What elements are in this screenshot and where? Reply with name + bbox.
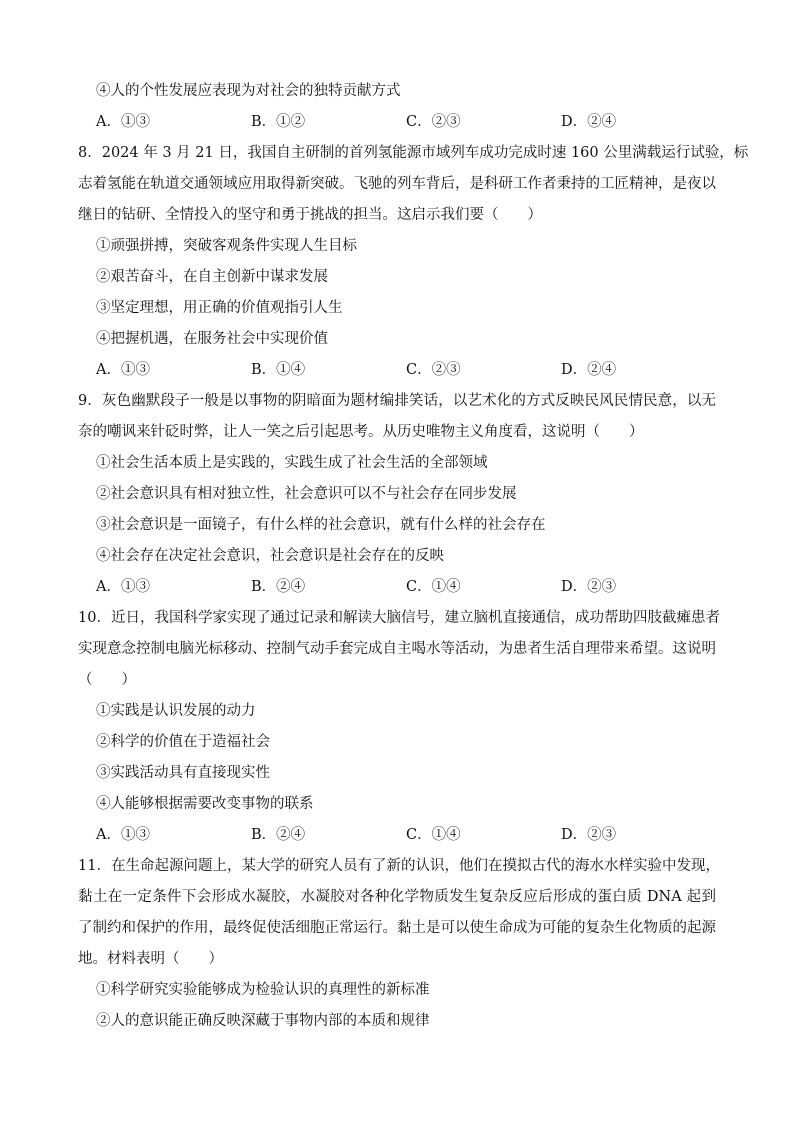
- q8-option-3: ③坚定理想，用正确的价值观指引人生: [96, 300, 343, 316]
- q9-option-2: ②社会意识具有相对独立性，社会意识可以不与社会存在同步发展: [96, 486, 517, 502]
- q8-choice-c: C．②③: [406, 362, 461, 378]
- q10-option-2: ②科学的价值在于造福社会: [96, 734, 270, 750]
- q7-answer-choices: [78, 107, 716, 138]
- q11-stem-line: 黏土在一定条件下会形成水凝胶，水凝胶对各种化学物质发生复杂反应后形成的蛋白质 DNA 起到: [78, 889, 716, 905]
- q9-answer-choices: [78, 572, 716, 603]
- q7-option-4: ④人的个性发展应表现为对社会的独特贡献方式: [96, 83, 401, 99]
- q9-option-4: ④社会存在决定社会意识，社会意识是社会存在的反映: [96, 548, 444, 564]
- q8-stem-line: 继日的钻研、全情投入的坚守和勇于挑战的担当。这启示我们要（ ）: [78, 207, 542, 223]
- q8-stem-line: 8．2024 年 3 月 21 日，我国自主研制的首列氢能源市域列车成功完成时速 160 公里满载运行试验，标: [78, 145, 749, 161]
- q10-option-4: ④人能够根据需要改变事物的联系: [96, 796, 314, 812]
- q10-choice-d: D．②③: [561, 827, 617, 843]
- q7-choice-c: C．②③: [406, 114, 461, 130]
- q11-stem-line: 了制约和保护的作用，最终促使活细胞正常运行。黏土是可以使生命成为可能的复杂生化物质的起源: [78, 920, 716, 936]
- q9-choice-d: D．②③: [561, 579, 617, 595]
- q9-choice-b: B．②④: [251, 579, 306, 595]
- q9-choice-a: A．①③: [96, 579, 150, 595]
- q10-option-1: ①实践是认识发展的动力: [96, 703, 256, 719]
- q8-option-1: ①顽强拼搏，突破客观条件实现人生目标: [96, 238, 357, 254]
- q8-stem-line: 志着氢能在轨道交通领域应用取得新突破。飞驰的列车背后，是科研工作者秉持的工匠精神，是夜以: [78, 176, 716, 192]
- q9-option-1: ①社会生活本质上是实践的，实践生成了社会生活的全部领域: [96, 455, 488, 471]
- q8-choice-d: D．②④: [561, 362, 617, 378]
- q8-option-4: ④把握机遇，在服务社会中实现价值: [96, 331, 328, 347]
- q8-choice-a: A．①③: [96, 362, 150, 378]
- q7-choice-d: D．②④: [561, 114, 617, 130]
- q8-answer-choices: [78, 355, 716, 386]
- q10-stem-line: （ ）: [78, 672, 136, 688]
- q11-stem-line: 11．在生命起源问题上，某大学的研究人员有了新的认识，他们在摸拟古代的海水水样实验中发现，: [78, 858, 720, 874]
- q10-stem-line: 实现意念控制电脑光标移动、控制气动手套完成自主喝水等活动，为患者生活自理带来希望。这说明: [78, 641, 716, 657]
- q8-choice-b: B．①④: [251, 362, 306, 378]
- q7-choice-b: B．①②: [251, 114, 306, 130]
- q7-choice-a: A．①③: [96, 114, 150, 130]
- q11-option-2: ②人的意识能正确反映深藏于事物内部的本质和规律: [96, 1013, 430, 1029]
- q9-stem-line: 9．灰色幽默段子一般是以事物的阴暗面为题材编排笑话，以艺术化的方式反映民风民情民意，以无: [78, 393, 716, 409]
- q9-choice-c: C．①④: [406, 579, 461, 595]
- q11-stem-line: 地。材料表明（ ）: [78, 951, 223, 967]
- q11-option-1: ①科学研究实验能够成为检验认识的真理性的新标准: [96, 982, 430, 998]
- q10-answer-choices: [78, 820, 716, 851]
- q8-option-2: ②艰苦奋斗，在自主创新中谋求发展: [96, 269, 328, 285]
- q10-choice-b: B．②④: [251, 827, 306, 843]
- q9-stem-line: 奈的嘲讽来针砭时弊，让人一笑之后引起思考。从历史唯物主义角度看，这说明（ ）: [78, 424, 644, 440]
- q10-choice-c: C．①④: [406, 827, 461, 843]
- q9-option-3: ③社会意识是一面镜子，有什么样的社会意识，就有什么样的社会存在: [96, 517, 546, 533]
- q10-stem-line: 10．近日，我国科学家实现了通过记录和解读大脑信号，建立脑机直接通信，成功帮助四肢截瘫患者: [78, 610, 720, 626]
- q10-choice-a: A．①③: [96, 827, 150, 843]
- q10-option-3: ③实践活动具有直接现实性: [96, 765, 270, 781]
